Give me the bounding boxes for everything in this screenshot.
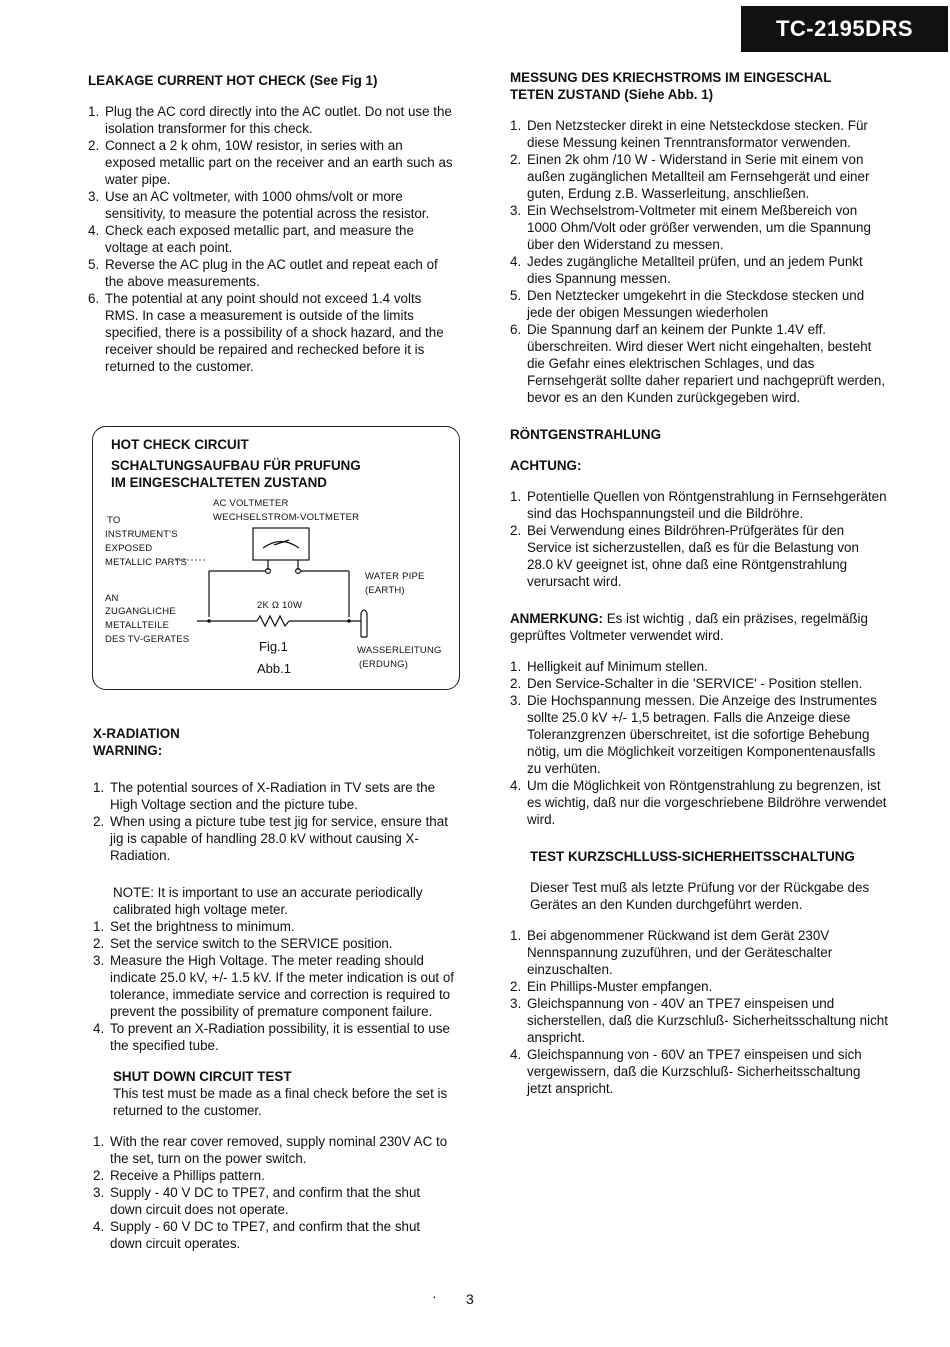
messung-title-1: MESSUNG DES KRIECHSTROMS IM EINGESCHAL	[510, 70, 832, 85]
list-item: 2. Connect a 2 k ohm, 10W resistor, in series with an exposed metallic part on the receiver and an earth such as water pipe.	[88, 138, 453, 187]
list-item: 2. Receive a Phillips pattern.	[93, 1168, 265, 1183]
hot-check-subtitle-1: SCHALTUNGSAUFBAU FÜR PRUFUNG	[111, 458, 361, 473]
shut-title: SHUT DOWN CIRCUIT TEST	[113, 1069, 292, 1084]
list-item: 1. With the rear cover removed, supply nominal 230V AC to the set, turn on the power switch.	[93, 1134, 448, 1166]
list-item: 5. Reverse the AC plug in the AC outlet and repeat each of the above measurements.	[88, 257, 438, 289]
achtung-title: ACHTUNG:	[510, 458, 582, 473]
des-tv-label: DES TV-GERATES	[105, 634, 190, 645]
hot-check-circuit-diagram	[93, 427, 461, 691]
list-item: 1. Set the brightness to minimum.	[93, 919, 295, 934]
water-pipe-icon	[361, 610, 367, 637]
abb-label: Abb.1	[257, 661, 291, 676]
test-list	[510, 927, 888, 1097]
leakage-title: LEAKAGE CURRENT HOT CHECK (See Fig 1)	[88, 73, 378, 88]
list-item: 3. Die Hochspannung messen. Die Anzeige des Instrumentes sollte 25.0 kV +/- 1,5 betragen. Falls die Anzeige diese Toleranzgrenzen überschreitet, ist die sofortige Behebung nötig, um die Möglichkeit vorzeitigen Komponentenausfalls zu verhüten.	[510, 693, 877, 776]
right-column	[510, 69, 888, 1097]
voltmeter-label-de: WECHSELSTROM-VOLTMETER	[213, 512, 360, 523]
anmerkung-label: ANMERKUNG:	[510, 611, 603, 626]
metallic-parts-label: METALLIC PARTS	[105, 557, 187, 568]
list-item: 1. The potential sources of X-Radiation in TV sets are the High Voltage section and the picture tube.	[93, 780, 436, 812]
water-pipe-label: WATER PIPE	[365, 571, 425, 582]
list-item: 1. Helligkeit auf Minimum stellen.	[510, 659, 708, 674]
list-item: 3. Gleichspannung von - 40V an TPE7 einspeisen und sicherstellen, daß die Kurzschluß- Sicherheitsschaltung nicht anspricht.	[510, 996, 888, 1045]
shut-list	[93, 1133, 455, 1252]
list-item: 1. Potentielle Quellen von Röntgenstrahlung in Fernsehgeräten sind das Hochspannungsteil und die Bildröhre.	[510, 489, 887, 521]
list-item: 4. Jedes zugängliche Metallteil prüfen, und an jedem Punkt dies Spannung messen.	[510, 254, 863, 286]
list-item: 4. Um die Möglichkeit von Röntgenstrahlung zu begrenzen, ist es wichtig, daß nur die vorgeschriebene Bildröhre verwendet wird.	[510, 778, 887, 827]
list-item: 2. Set the service switch to the SERVICE position.	[93, 936, 393, 951]
list-item: 6. Die Spannung darf an keinem der Punkte 1.4V eff. überschreiten. Wird dieser Wert nicht eingehalten, besteht die Gefahr eines elektrischen Schlages, und das Fernsehgerät sollte daher repariert und nachgeprüft werden, bevor es an den Kunden zurückgegeben wird.	[510, 322, 886, 405]
page-number: 3	[466, 1291, 474, 1307]
test-intro: Dieser Test muß als letzte Prüfung vor der Rückgabe des Gerätes an den Kunden durchgeführt werden.	[530, 880, 870, 912]
exposed-label: EXPOSED	[105, 543, 153, 554]
fig-label: Fig.1	[259, 639, 288, 654]
list-item: 3. Use an AC voltmeter, with 1000 ohms/volt or more sensitivity, to measure the potential across the resistor.	[88, 189, 430, 221]
voltmeter-label-en: AC VOLTMETER	[213, 498, 289, 509]
earth-label: (EARTH)	[365, 585, 405, 596]
test-title: TEST KURZSCHLLUSS-SICHERHEITSSCHALTUNG	[530, 849, 855, 864]
list-item: 4. Gleichspannung von - 60V an TPE7 einspeisen und sich vergewissern, daß die Kurzschluß- Sicherheitsschaltung jetzt anspricht.	[510, 1047, 862, 1096]
list-item: 3. Supply - 40 V DC to TPE7, and confirm that the shut down circuit does not operate.	[93, 1185, 421, 1217]
list-item: 4. Supply - 60 V DC to TPE7, and confirm that the shut down circuit operates.	[93, 1219, 421, 1251]
shut-intro: This test must be made as a final check before the set is returned to the customer.	[113, 1086, 448, 1118]
anmerkung-text: Es ist wichtig , daß ein präzises, regelmäßig geprüftes Voltmeter verwendet wird.	[510, 611, 868, 643]
anmerkung-list	[510, 658, 888, 828]
list-item: 3. Ein Wechselstrom-Voltmeter mit einem Meßbereich von 1000 Ohm/Volt oder größer verwenden, um die Spannung über den Widerstand zu messen.	[510, 203, 871, 252]
to-label: TO	[107, 515, 121, 526]
erdung-label: (ERDUNG)	[359, 659, 409, 670]
messung-list	[510, 117, 888, 406]
list-item: 2. Den Service-Schalter in die 'SERVICE' - Position stellen.	[510, 676, 863, 691]
left-lower-column	[93, 725, 455, 1252]
xrad-title: X-RADIATION	[93, 726, 180, 741]
left-column	[88, 72, 456, 375]
list-item: 1. Bei abgenommener Rückwand ist dem Gerät 230V Nennspannung zuzuführen, und der Geräteschalter einzuschalten.	[510, 928, 833, 977]
list-item: 4. Check each exposed metallic part, and measure the voltage at each point.	[88, 223, 414, 255]
note-list	[93, 918, 455, 1054]
list-item: 4. To prevent an X-Radiation possibility, it is essential to use the specified tube.	[93, 1021, 450, 1053]
resistor-icon	[257, 616, 289, 626]
roentgen-title: RÖNTGENSTRAHLUNG	[510, 427, 662, 442]
meter-box-icon	[253, 528, 309, 560]
an-label: AN	[105, 593, 119, 604]
wasserleitung-label: WASSERLEITUNG	[357, 645, 442, 656]
metallteile-label: METALLTEILE	[105, 620, 170, 631]
messung-title-2: TETEN ZUSTAND (Siehe Abb. 1)	[510, 87, 714, 102]
hot-check-title: HOT CHECK CIRCUIT	[111, 437, 249, 452]
instruments-label: INSTRUMENT'S	[105, 529, 178, 540]
list-item: 2. When using a picture tube test jig for service, ensure that jig is capable of handling 28.0 kV without causing X-Radiation.	[93, 814, 448, 863]
list-item: 2. Ein Phillips-Muster empfangen.	[510, 979, 713, 994]
warning-title: WARNING:	[93, 743, 163, 758]
list-item: 1. Plug the AC cord directly into the AC outlet. Do not use the isolation transformer for this check.	[88, 104, 452, 136]
list-item: 2. Einen 2k ohm /10 W - Widerstand in Serie mit einem von außen zugänglichen Metallteil am Fernsehgerät und einer guten, Erdung z.B. Wasserleitung, anschließen.	[510, 152, 870, 201]
leakage-list	[88, 103, 456, 375]
hot-check-subtitle-2: IM EINGESCHALTETEN ZUSTAND	[111, 475, 327, 490]
zugangliche-label: ZUGANGLICHE	[105, 606, 176, 617]
hot-check-figure	[92, 426, 460, 690]
list-item: 5. Den Netztecker umgekehrt in die Steckdose stecken und jede der obigen Messungen wiederholen	[510, 288, 865, 320]
resistor-label: 2K Ω 10W	[257, 600, 303, 611]
model-badge: TC-2195DRS	[741, 6, 948, 52]
list-item: 3. Measure the High Voltage. The meter reading should indicate 25.0 kV, +/- 1.5 kV. If the meter indication is out of tolerance, immediate service and correction is required to prevent the possibility of premature component failure.	[93, 953, 455, 1019]
roentgen-list	[510, 488, 888, 590]
page-dot: ·	[432, 1288, 437, 1304]
note-text: NOTE: It is important to use an accurate periodically calibrated high voltage meter.	[113, 885, 423, 917]
list-item: 1. Den Netzstecker direkt in eine Netsteckdose stecken. Für diese Messung keinen Trenntransformator verwenden.	[510, 118, 868, 150]
xrad-list	[93, 779, 455, 864]
anmerkung-paragraph	[510, 610, 888, 644]
list-item: 6. The potential at any point should not exceed 1.4 volts RMS. In case a measurement is outside of the limits specified, there is a possibility of a shock hazard, and the receiver should be repaired and rechecked before it is returned to the customer.	[88, 291, 444, 374]
list-item: 2. Bei Verwendung eines Bildröhren-Prüfgerätes für den Service ist sicherzustellen, daß es für die Belastung von 28.0 kV geeignet ist, ohne daß eine Röntgenstrahlung verursacht wird.	[510, 523, 859, 589]
